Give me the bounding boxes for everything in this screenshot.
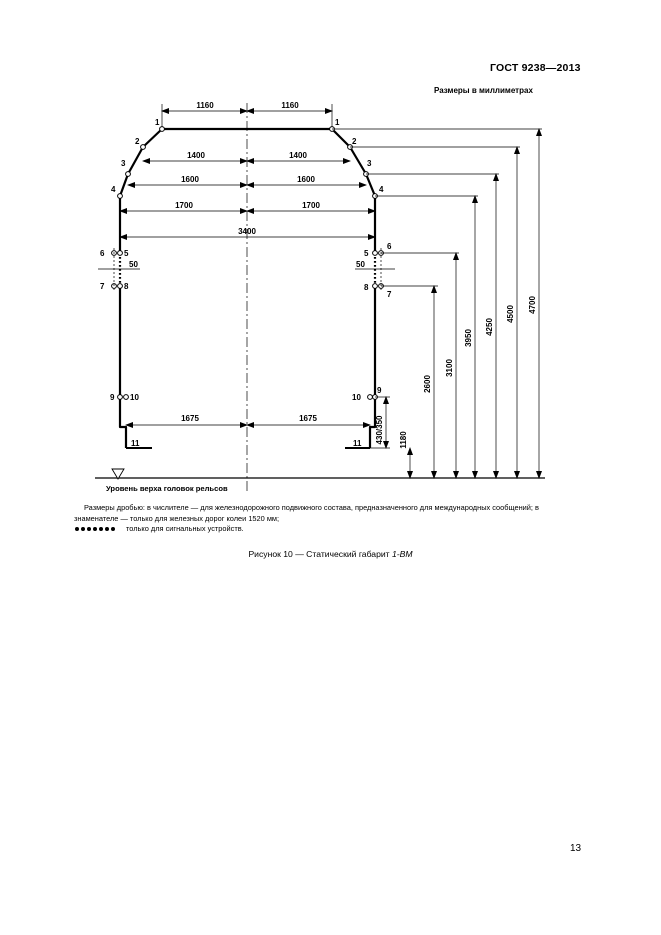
dim-p4-right: 1700 (302, 201, 320, 210)
point-label: 3 (367, 159, 372, 168)
point-label: 2 (352, 137, 357, 146)
point-label: 6 (387, 242, 392, 251)
figure-caption (0, 549, 661, 559)
height-label: 1180 (399, 431, 408, 449)
point-label: 5 (364, 249, 369, 258)
point-label: 5 (124, 249, 129, 258)
height-label: 4250 (485, 318, 494, 336)
point-label: 4 (379, 185, 384, 194)
dim-p4-left: 1700 (175, 201, 193, 210)
point-label: 9 (377, 386, 382, 395)
dim-top-right: 1160 (281, 101, 299, 110)
height-label: 3100 (445, 359, 454, 377)
point-label: 4 (111, 185, 116, 194)
point-label: 11 (353, 439, 362, 448)
caption-gauge-name: 1-ВМ (392, 549, 413, 559)
units-note: Размеры в миллиметрах (434, 86, 533, 95)
point-label: 6 (100, 249, 105, 258)
point-label: 11 (131, 439, 140, 448)
height-label: 2600 (423, 375, 432, 393)
dim-full-width: 3400 (238, 227, 256, 236)
rail-level-label: Уровень верха головок рельсов (106, 484, 228, 493)
signal-note-text: только для сигнальных устройств. (126, 524, 244, 533)
point-label: 3 (121, 159, 126, 168)
point-label: 10 (352, 393, 361, 402)
point-label: 10 (130, 393, 139, 402)
page-number: 13 (570, 843, 582, 854)
offset-left-50: 50 (129, 260, 138, 269)
caption-prefix: Рисунок 10 — Статический габарит (248, 549, 392, 559)
point-label: 1 (155, 118, 160, 127)
standard-number: ГОСТ 9238—2013 (490, 62, 581, 74)
point-label: 2 (135, 137, 140, 146)
point-markers (112, 127, 384, 400)
dim-p3-right: 1600 (297, 175, 315, 184)
point-label: 9 (110, 393, 115, 402)
fraction-note: Размеры дробью: в числителе — для железнодорожного подвижного состава, предназначенного для международных сообщений; в знаменателе — только для железных дорог колеи 1520 мм; (74, 503, 539, 523)
height-label: 3950 (464, 329, 473, 347)
gauge-contour (120, 129, 375, 448)
signal-note (74, 524, 244, 533)
offset-50-details (98, 248, 395, 292)
dim-bottom-left: 1675 (181, 414, 199, 423)
height-label: 4700 (528, 296, 537, 314)
dim-bottom-right: 1675 (299, 414, 317, 423)
height-label: 4500 (506, 305, 515, 323)
point-label: 8 (124, 282, 129, 291)
point-label: 8 (364, 283, 369, 292)
horizontal-dimensions (120, 104, 375, 425)
offset-right-50: 50 (356, 260, 365, 269)
height-label: 430/350 (375, 415, 384, 445)
horizontal-dimension-labels (175, 101, 320, 423)
dim-top-left: 1160 (196, 101, 214, 110)
dim-p2-right: 1400 (289, 151, 307, 160)
dim-p2-left: 1400 (187, 151, 205, 160)
dotted-line-legend-icon (74, 526, 118, 532)
point-label: 7 (387, 290, 392, 299)
vertical-dimensions (386, 129, 539, 478)
point-label: 7 (100, 282, 105, 291)
point-label: 1 (335, 118, 340, 127)
point-labels (100, 118, 392, 448)
dim-p3-left: 1600 (181, 175, 199, 184)
